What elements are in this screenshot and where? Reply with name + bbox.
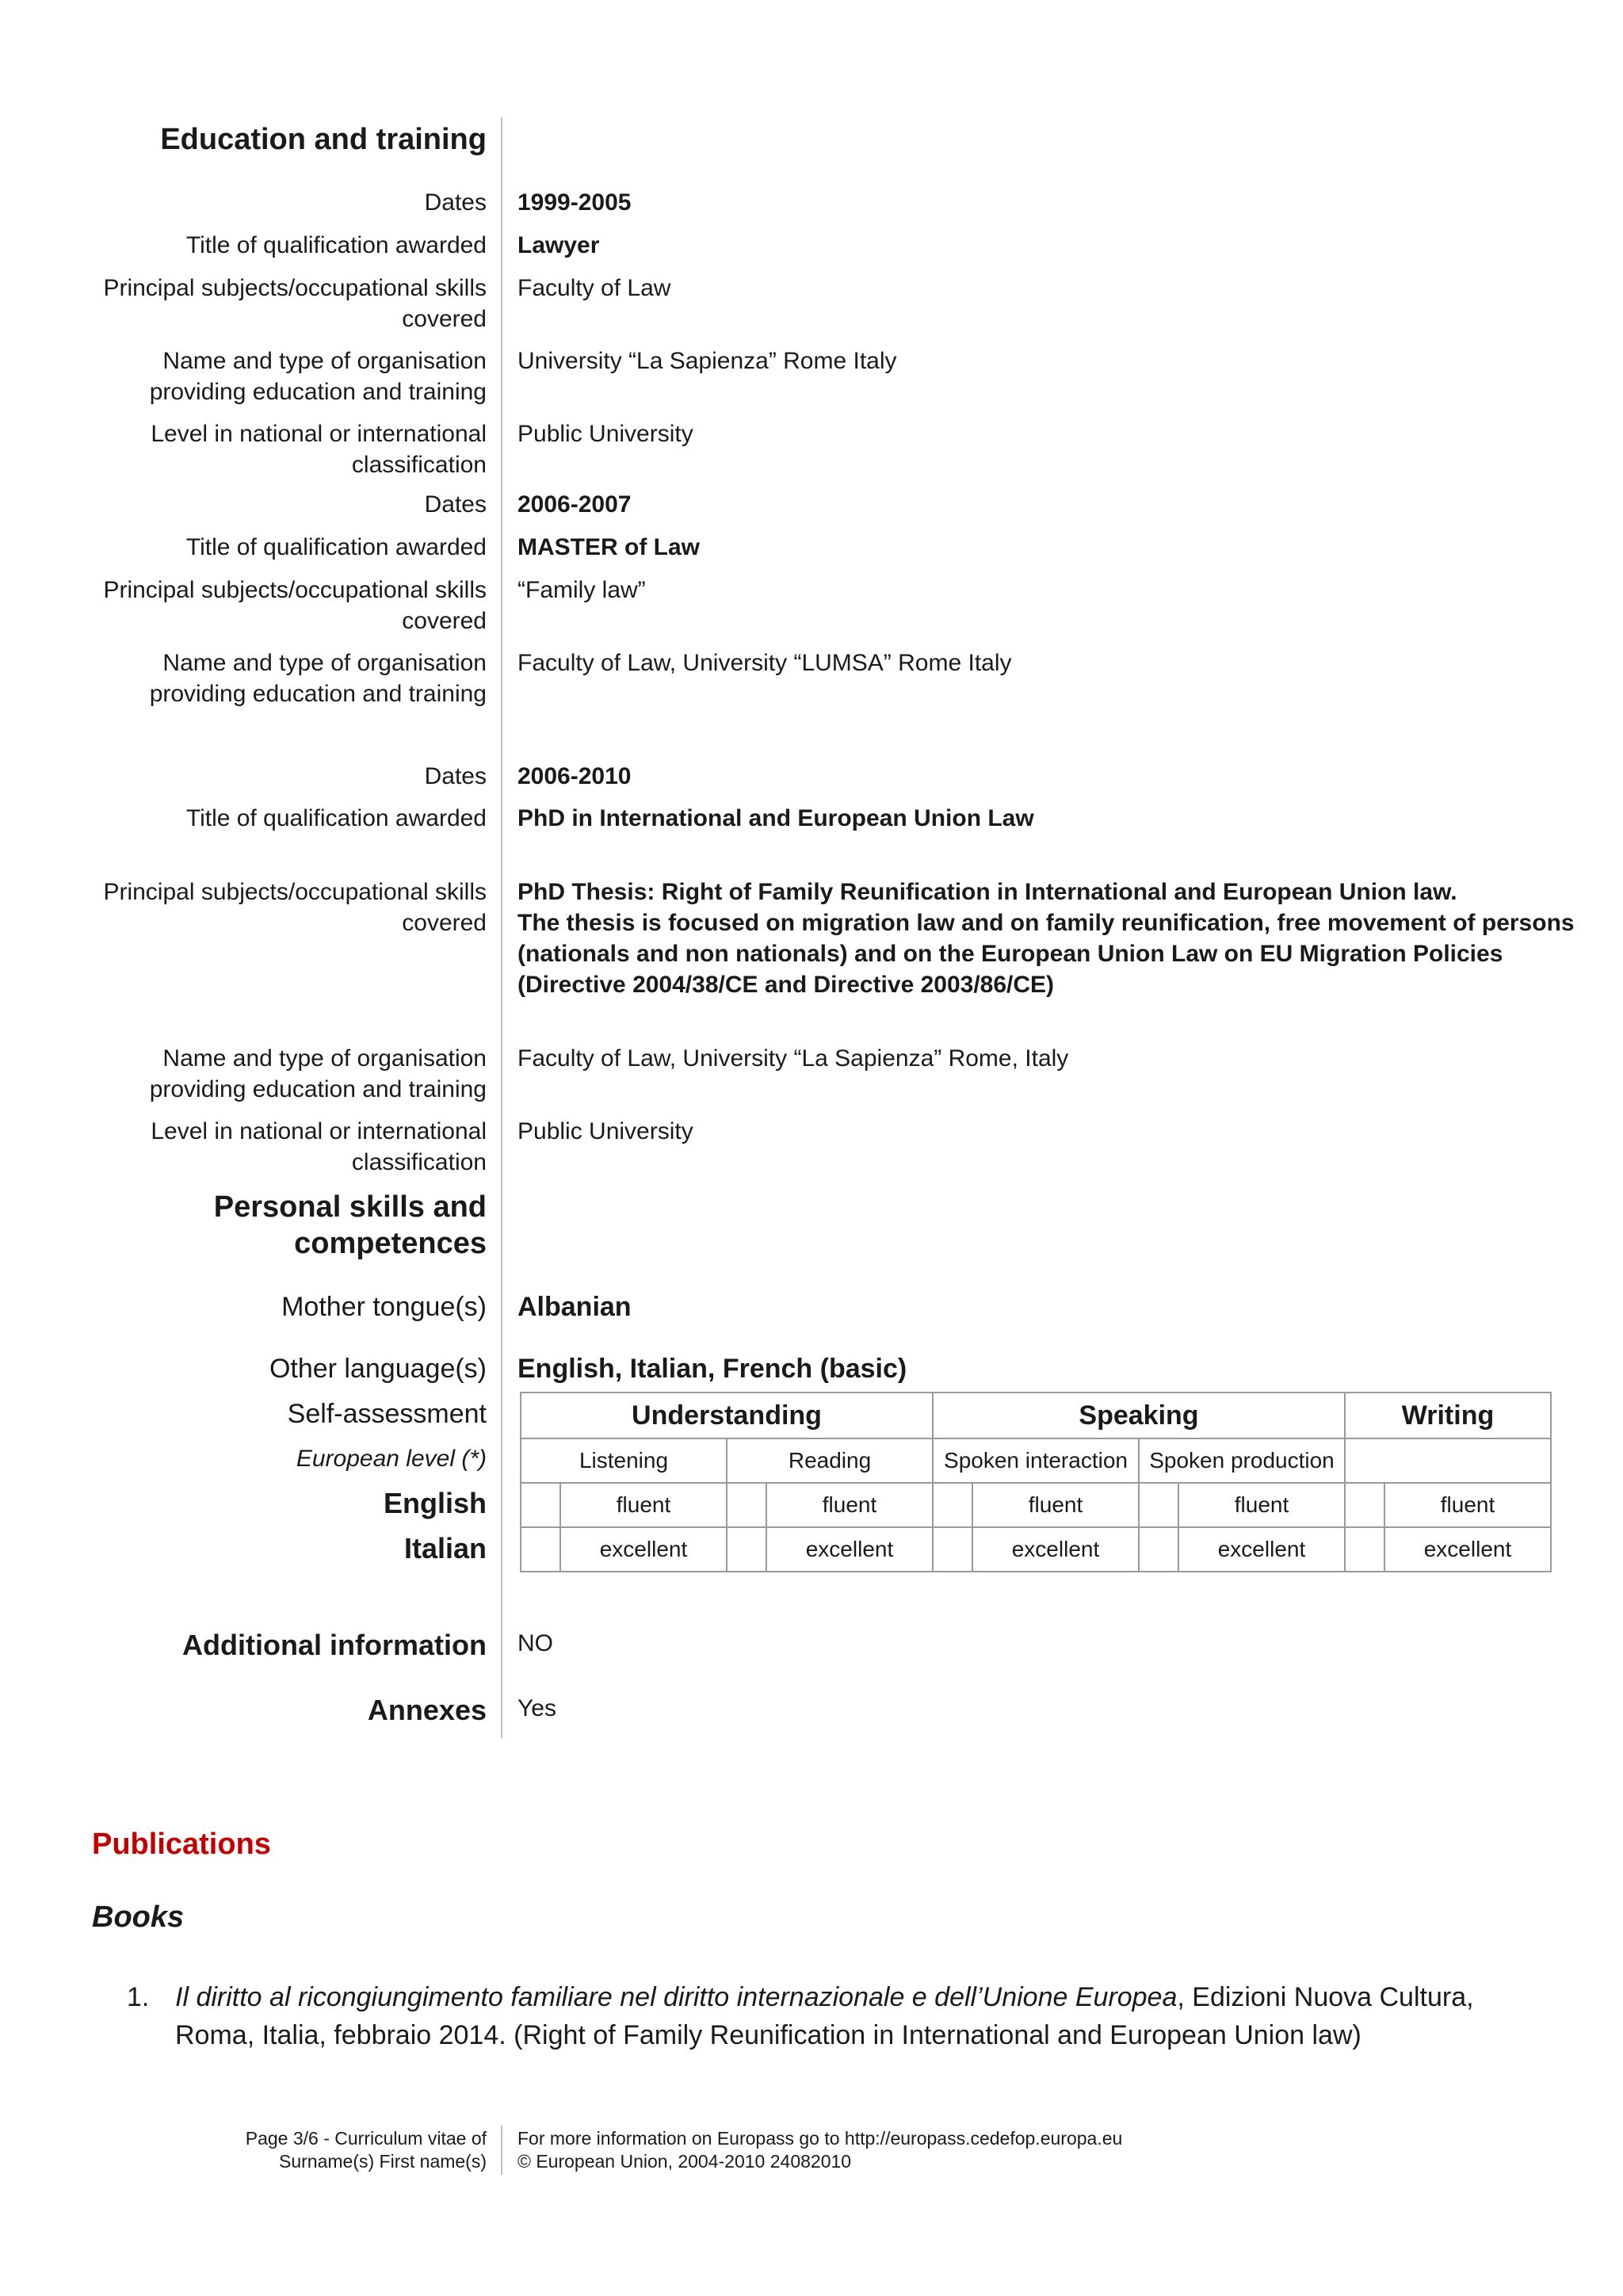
subheader-spoken-production: Spoken production <box>1139 1438 1345 1483</box>
level-code-cell <box>1346 1528 1384 1571</box>
subjects-label-line: Principal subjects/occupational skills <box>103 275 487 301</box>
table-row <box>521 1483 1551 1527</box>
qualification-label: Title of qualification awarded <box>185 534 487 560</box>
qualification-value: PhD in International and European Union Law <box>517 805 1034 831</box>
subheader-writing-blank <box>1345 1438 1551 1483</box>
level-code-cell <box>521 1484 560 1526</box>
level-code-cell <box>521 1528 560 1571</box>
other-languages-label: Other language(s) <box>269 1354 487 1384</box>
footer-europass-link: For more information on Europass go to http://europass.cedefop.europa.eu <box>517 2128 1123 2149</box>
section-heading-education: Education and training <box>160 123 487 156</box>
subjects-label-line: Principal subjects/occupational skills <box>103 577 487 603</box>
subjects-label-line: covered <box>402 910 487 936</box>
qualification-label: Title of qualification awarded <box>185 805 487 831</box>
table-cell <box>1345 1483 1551 1527</box>
level-value-cell: fluent <box>616 1492 671 1517</box>
level-value-cell: excellent <box>1011 1537 1100 1561</box>
mother-tongue-label: Mother tongue(s) <box>281 1292 487 1322</box>
dates-value: 2006-2010 <box>517 763 632 789</box>
language-name-english: English <box>383 1487 487 1519</box>
qualification-label: Title of qualification awarded <box>185 232 487 258</box>
table-cell <box>521 1483 727 1527</box>
table-cell <box>727 1527 933 1572</box>
organisation-label-line: providing education and training <box>149 1076 487 1102</box>
dates-label: Dates <box>424 491 487 518</box>
header-speaking: Speaking <box>933 1392 1345 1438</box>
subjects-label <box>103 877 487 938</box>
self-assessment-label: Self-assessment <box>287 1399 487 1429</box>
organisation-label-line: Name and type of organisation <box>162 348 487 374</box>
table-cell <box>727 1483 933 1527</box>
level-code-cell <box>1140 1528 1178 1571</box>
organisation-label-line: Name and type of organisation <box>162 650 487 676</box>
table-cell <box>1139 1483 1345 1527</box>
additional-information-label: Additional information <box>182 1629 487 1661</box>
subjects-label <box>103 575 487 636</box>
level-label <box>151 1116 487 1178</box>
footer-name-line: Surname(s) First name(s) <box>279 2151 487 2172</box>
publication-title: Il diritto al ricongiungimento familiare nel diritto internazionale e dell’Unione Europea <box>175 1982 1178 2012</box>
header-understanding: Understanding <box>521 1392 933 1438</box>
subjects-label-line: covered <box>402 306 487 332</box>
level-code-cell <box>934 1528 972 1571</box>
european-level-label: European level (*) <box>296 1446 487 1472</box>
footer-separator <box>501 2126 502 2175</box>
section-heading-skills <box>214 1189 487 1262</box>
header-writing: Writing <box>1345 1392 1551 1438</box>
organisation-label-line: providing education and training <box>149 681 487 707</box>
level-value-cell: excellent <box>805 1537 894 1561</box>
subjects-value: “Family law” <box>517 577 646 603</box>
publication-number: 1. <box>127 1982 150 2012</box>
organisation-label-line: Name and type of organisation <box>162 1045 487 1072</box>
books-heading: Books <box>92 1901 185 1934</box>
dates-label: Dates <box>424 189 487 216</box>
level-value-cell: fluent <box>1028 1492 1083 1517</box>
organisation-value: Faculty of Law, University “La Sapienza” Rome, Italy <box>517 1045 1069 1072</box>
mother-tongue-value: Albanian <box>517 1292 632 1322</box>
annexes-value: Yes <box>517 1695 556 1721</box>
level-label <box>151 418 487 480</box>
subheader-spoken-interaction: Spoken interaction <box>933 1438 1139 1483</box>
publication-text <box>175 1978 1545 2054</box>
organisation-label <box>150 346 487 407</box>
level-value-cell: fluent <box>1440 1492 1495 1517</box>
annexes-label: Annexes <box>367 1694 487 1726</box>
level-code-cell <box>934 1484 972 1526</box>
subjects-label-line: Principal subjects/occupational skills <box>103 879 487 905</box>
organisation-label <box>150 1043 487 1105</box>
dates-value: 1999-2005 <box>517 189 632 216</box>
table-cell <box>521 1527 727 1572</box>
level-label-line: Level in national or international <box>151 1118 487 1144</box>
level-value-cell: excellent <box>1423 1537 1512 1561</box>
other-languages-value: English, Italian, French (basic) <box>517 1354 907 1384</box>
level-label-line: Level in national or international <box>151 421 487 447</box>
footer-copyright: © European Union, 2004-2010 24082010 <box>517 2151 852 2172</box>
organisation-label-line: providing education and training <box>149 379 487 405</box>
table-row <box>521 1527 1551 1572</box>
skills-heading-line: Personal skills and <box>213 1190 487 1224</box>
footer-page-info <box>246 2127 487 2173</box>
skills-heading-line: competences <box>294 1227 487 1260</box>
subheader-listening: Listening <box>521 1438 727 1483</box>
thesis-line: PhD Thesis: Right of Family Reunification in International and European Union law. <box>517 879 1457 905</box>
subheader-reading: Reading <box>727 1438 933 1483</box>
footer-europass-info <box>517 2127 1122 2173</box>
dates-label: Dates <box>424 763 487 789</box>
level-value-cell: excellent <box>599 1537 688 1561</box>
level-value: Public University <box>517 1118 693 1144</box>
additional-information-value: NO <box>517 1630 553 1656</box>
subjects-label <box>103 273 487 334</box>
dates-value: 2006-2007 <box>517 491 632 518</box>
language-name-italian: Italian <box>403 1532 487 1564</box>
table-cell <box>1139 1527 1345 1572</box>
thesis-line: (nationals and non nationals) and on the European Union Law on EU Migration Policies <box>517 941 1503 967</box>
qualification-value: MASTER of Law <box>517 534 700 560</box>
thesis-line: (Directive 2004/38/CE and Directive 2003/86/CE) <box>517 972 1055 998</box>
level-value: Public University <box>517 421 693 447</box>
subjects-label-line: covered <box>402 608 487 634</box>
organisation-value: Faculty of Law, University “LUMSA” Rome Italy <box>517 650 1012 676</box>
subjects-value: Faculty of Law <box>517 275 671 301</box>
level-code-cell <box>1346 1484 1384 1526</box>
level-value-cell: fluent <box>822 1492 877 1517</box>
level-value-cell: fluent <box>1234 1492 1289 1517</box>
level-label-line: classification <box>351 452 487 478</box>
level-value-cell: excellent <box>1217 1537 1306 1561</box>
thesis-line: The thesis is focused on migration law and on family reunification, free movement of persons <box>517 910 1575 936</box>
publication-details: , Edizioni Nuova Cultura, Roma, Italia, febbraio 2014. (Right of Family Reunification in International and European Union law) <box>175 1982 1474 2050</box>
table-cell <box>933 1483 1139 1527</box>
column-separator <box>501 117 502 1738</box>
table-cell <box>933 1527 1139 1572</box>
organisation-label <box>150 648 487 709</box>
level-code-cell <box>727 1528 766 1571</box>
level-code-cell <box>1140 1484 1178 1526</box>
thesis-description <box>517 877 1575 1000</box>
organisation-value: University “La Sapienza” Rome Italy <box>517 348 897 374</box>
qualification-value: Lawyer <box>517 232 600 258</box>
level-label-line: classification <box>351 1149 487 1175</box>
table-subheader-row <box>521 1438 1551 1483</box>
language-self-assessment-table <box>520 1392 1552 1572</box>
table-cell <box>1345 1527 1551 1572</box>
footer-page-line: Page 3/6 - Curriculum vitae of <box>245 2128 487 2149</box>
publications-heading: Publications <box>92 1828 271 1861</box>
level-code-cell <box>727 1484 766 1526</box>
table-header-row <box>521 1392 1551 1438</box>
